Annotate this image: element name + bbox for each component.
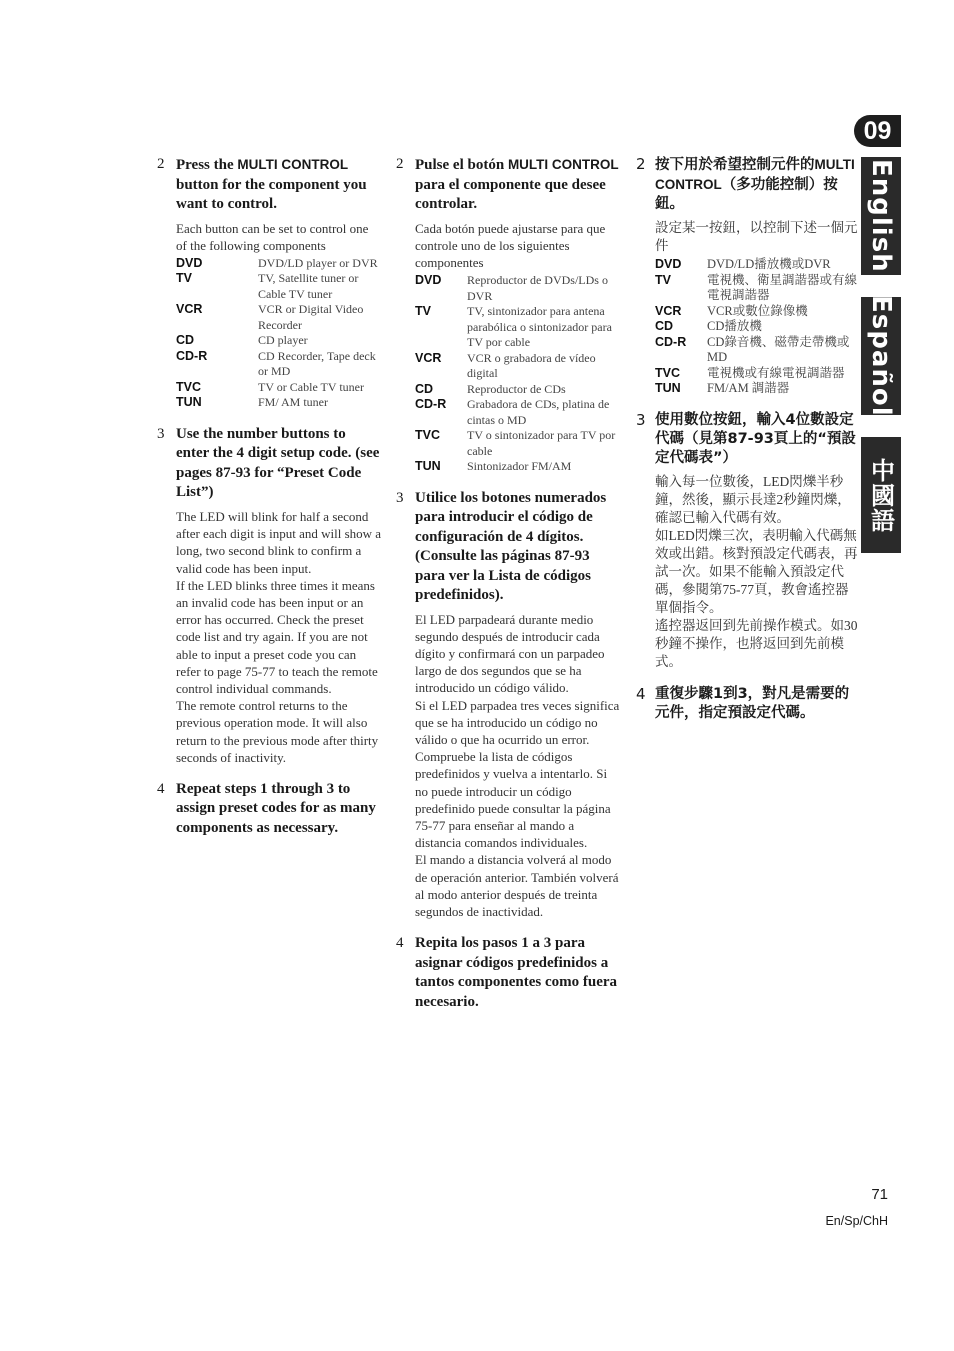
list-item: CD Reproductor de CDs — [415, 381, 566, 396]
chapter-badge: 09 — [854, 115, 901, 147]
ch-component-list — [655, 257, 858, 397]
es-step-4 — [396, 934, 621, 1017]
es-step-2-title: Pulse el botón MULTI CONTROL para el componente que desee controlar. — [415, 157, 619, 212]
list-item: CD-R Grabadora de CDs, platina de cintas o MD — [415, 397, 610, 427]
es-step-2 — [396, 155, 621, 483]
list-item: TUN FM/AM 調諧器 — [655, 381, 790, 395]
ch-step-3-para-3: 遙控器返回到先前操作模式。如30秒鐘不操作，也將返回到先前模式。 — [655, 617, 858, 669]
ch-step-4-number: 4 — [636, 684, 646, 703]
list-item: DVD Reproductor de DVDs/LDs o DVR — [415, 273, 608, 303]
en-step-3-para-1: The LED will blink for half a second after each digit is input and will show a long, two second blink to confirm a valid code has been input. — [176, 508, 382, 576]
list-item: DVD DVD/LD播放機或DVR — [655, 257, 831, 271]
en-step-3-title: Use the number buttons to enter the 4 digit setup code. (see pages 87-93 for “Preset Code List”) — [176, 425, 380, 501]
language-code: En/Sp/ChH — [825, 1214, 888, 1228]
list-item: DVD DVD/LD player or DVR — [176, 255, 378, 270]
list-item: TV 電視機、衛星調諧器或有線電視調諧器 — [655, 272, 858, 302]
en-step-2-title: Press the MULTI CONTROL button for the component you want to control. — [176, 157, 367, 212]
en-step-2 — [157, 155, 382, 419]
list-item: TV TV, Satellite tuner or Cable TV tuner — [176, 271, 359, 301]
chinese-column — [636, 155, 858, 734]
list-item: TUN FM/ AM tuner — [176, 395, 329, 410]
ch-step-2-number: 2 — [636, 155, 646, 173]
english-column — [157, 155, 382, 849]
es-step-2-intro: Cada botón puede ajustarse para que controle uno de los siguientes componentes — [415, 220, 606, 270]
ch-step-4 — [636, 685, 858, 728]
ch-step-3-para-2: 如LED閃爍三次，表明輸入代碼無效或出錯。核對預設定代碼表，再試一次。如果不能輸入預設定代碼，參閱第75-77頁，教會遙控器單個指令。 — [655, 527, 858, 615]
tab-english-label: English — [866, 159, 896, 273]
en-step-3-para-3: The remote control returns to the previous operation mode. It will also return to the previous mode after thirty seconds of inactivity. — [176, 698, 379, 765]
en-step-2-intro: Each button can be set to control one of the following components — [176, 220, 369, 253]
list-item: VCR VCR or Digital Video Recorder — [176, 302, 364, 332]
list-item: TVC TV o sintonizador para TV por cable — [415, 428, 616, 458]
ch-step-3-para-1: 輸入每一位數後，LED閃爍半秒鐘，然後，顯示長達2秒鐘閃爍，確認已輸入代碼有效。 — [655, 473, 851, 525]
en-step-4-title: Repeat steps 1 through 3 to assign preset codes for as many components as necessary. — [176, 780, 376, 836]
list-item: CD-R CD Recorder, Tape deck or MD — [176, 348, 376, 379]
list-item: TVC 電視機或有線電視調諧器 — [655, 365, 845, 380]
en-step-3-number: 3 — [157, 425, 165, 442]
tab-espanol — [861, 297, 901, 415]
es-step-2-number: 2 — [396, 156, 404, 172]
list-item: CD-R CD錄音機、磁帶走帶機或MD — [655, 334, 850, 364]
tab-espanol-label: Español — [866, 295, 896, 417]
ch-step-3-number: 3 — [636, 410, 646, 429]
list-item: TUN Sintonizador FM/AM — [415, 459, 572, 474]
en-step-3-para-2: If the LED blinks three times it means an invalid code has been input or an error has occurred. Check the preset code list and try again. If you are not able to input a preset code you can refer to page 75-77 to teach the remote control individual commands. — [176, 577, 378, 696]
es-component-list — [415, 273, 621, 475]
es-step-3-para-2: Si el LED parpadea tres veces significa que se ha introducido un código no válido o que ha ocurrido un error. Compruebe la lista de códigos predefinidos y vuelva a intentarlo. Si no puede introducir un código predefinido puede consultar la página 75-77 para enseñar al mando a distancia comandos individuales. — [415, 697, 620, 851]
list-item: VCR VCR或數位錄像機 — [655, 303, 808, 318]
tab-chinese-label: 中國語 — [866, 457, 895, 533]
es-step-3 — [396, 489, 621, 929]
list-item: VCR VCR o grabadora de vídeo digital — [415, 350, 596, 381]
en-step-4 — [157, 780, 382, 844]
en-step-3 — [157, 425, 382, 774]
ch-step-3 — [636, 411, 858, 679]
page-number: 71 — [871, 1186, 888, 1203]
ch-step-3-title: 使用數位按鈕，輸入4位數設定代碼（見第87-93頁上的“預設定代碼表”） — [655, 411, 856, 466]
es-step-4-number: 4 — [396, 935, 404, 952]
tab-chinese — [861, 437, 901, 553]
list-item: TVC TV or Cable TV tuner — [176, 379, 364, 394]
spanish-column — [396, 155, 621, 1023]
es-step-3-para-3: El mando a distancia volverá al modo de operación anterior. También volverá al modo anterior después de treinta segundos de inactividad. — [415, 852, 619, 920]
list-item: CD CD播放機 — [655, 319, 762, 333]
ch-step-2 — [636, 155, 858, 405]
en-step-2-number: 2 — [157, 156, 165, 172]
ch-step-4-title: 重復步驟1到3，對凡是需要的元件，指定預設定代碼。 — [655, 685, 850, 721]
ch-step-2-title: 按下用於希望控制元件的MULTI CONTROL（多功能控制）按鈕。 — [655, 157, 855, 212]
en-component-list — [176, 256, 382, 411]
tab-english — [861, 157, 901, 275]
en-step-4-number: 4 — [157, 780, 165, 797]
ch-step-2-intro: 設定某一按鈕，以控制下述一個元件 — [655, 220, 858, 253]
es-step-3-number: 3 — [396, 489, 404, 506]
es-step-4-title: Repita los pasos 1 a 3 para asignar códigos predefinidos a tantos componentes como fuera necesario. — [415, 935, 618, 1010]
es-step-3-para-1: El LED parpadeará durante medio segundo después de introducir cada dígito y confirmará con un parpadeo largo de dos segundos que se ha introducido un código válido. — [415, 611, 605, 696]
list-item: TV TV, sintonizador para antena parabólica o sintonizador para TV por cable — [415, 304, 612, 350]
es-step-3-title: Utilice los botones numerados para introducir el código de configuración de 4 dígitos. (Consulte las páginas 87-93 para ver la Lista de códigos predefinidos). — [415, 489, 607, 604]
list-item: CD CD player — [176, 333, 308, 348]
